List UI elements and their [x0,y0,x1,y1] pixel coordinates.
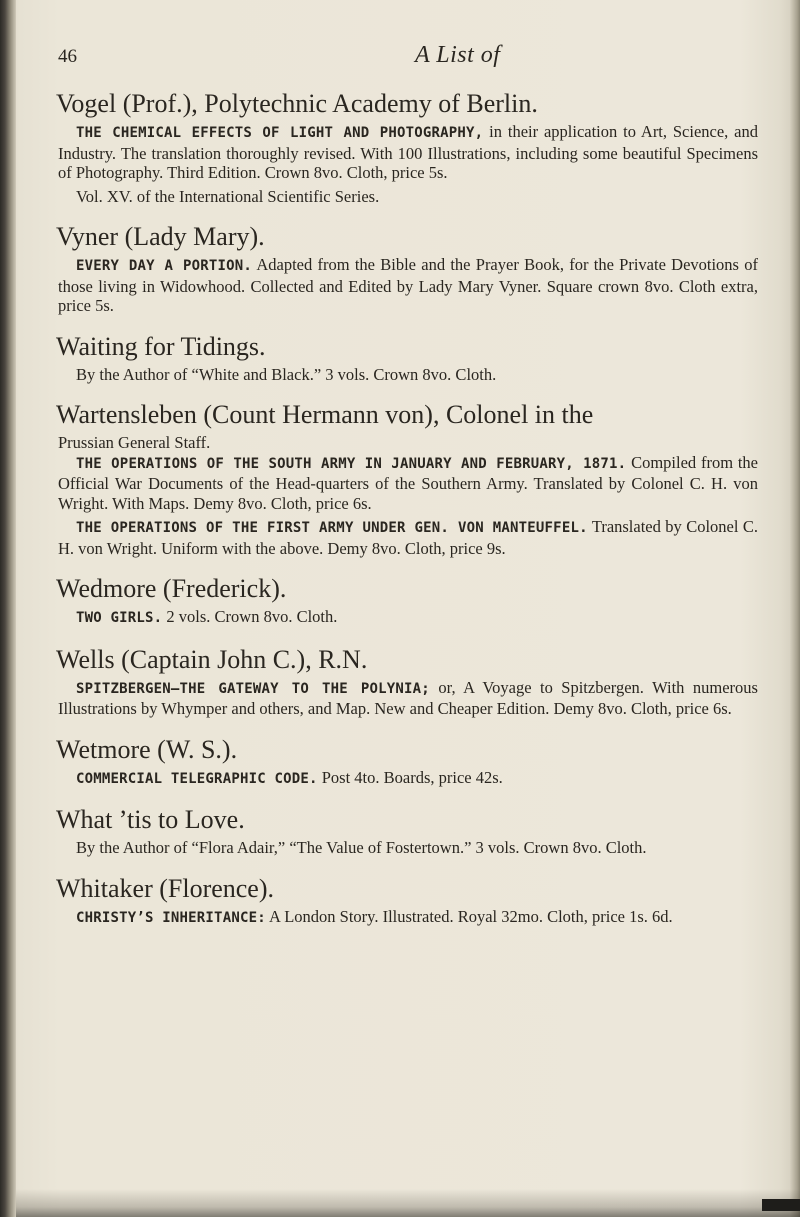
catalogue-entries [58,88,758,943]
page-header [58,40,748,80]
entry-author: Wells (Captain John C.), R.N. [56,644,368,674]
catalogue-entry [58,399,758,558]
catalogue-entry [58,873,758,929]
work-title: THE OPERATIONS OF THE FIRST ARMY UNDER GEN. VON MANTEUFFEL. [76,520,588,536]
entry-work [58,453,758,514]
work-title: COMMERCIAL TELEGRAPHIC CODE. [76,770,318,787]
book-binding-shadow [0,0,16,1217]
work-description: 2 vols. Crown 8vo. Cloth. [162,607,338,626]
entry-author: Whitaker (Florence). [56,873,275,903]
catalogue-entry [58,573,758,629]
work-description: Compiled from the Official War Documents of the Head-quarters of the Southern Army. Translated by Colonel C. H. von Wright. With Maps. Demy 8vo. Cloth, price 6s. [58,452,758,513]
entry-work [58,768,758,790]
corner-mark [762,1199,800,1211]
entry-work [58,255,758,316]
entry-author-subtitle: Prussian General Staff. [58,433,211,452]
entry-work [58,907,758,929]
work-description: By the Author of “White and Black.” 3 vols. Crown 8vo. Cloth. [76,364,497,384]
work-title: THE OPERATIONS OF THE SOUTH ARMY IN JANUARY AND FEBRUARY, 1871. [76,455,627,472]
work-title: CHRISTY’S INHERITANCE: [76,909,266,926]
entry-author: Vyner (Lady Mary). [56,222,265,251]
catalogue-entry [58,734,758,790]
page-number: 46 [58,46,77,67]
catalogue-entry [58,804,758,858]
entry-author: What ’tis to Love. [56,805,245,834]
entry-work [58,678,758,719]
catalogue-entry [58,331,758,385]
catalogue-entry [58,221,758,316]
entry-author: Waiting for Tidings. [56,331,266,361]
work-description: in their application to Art, Science, and Industry. The translation thoroughly revised. With 100 Illustrations, including some beautiful Specimens of Photography. Third Edition. Crown 8vo. Cloth, price 5s. [58,122,758,182]
entry-work [58,607,758,629]
entry-author: Vogel (Prof.), Polytechnic Academy of Berlin. [56,89,538,118]
entry-author: Wedmore (Frederick). [56,574,287,603]
work-description: Post 4to. Boards, price 42s. [317,767,503,787]
work-description: A London Story. Illustrated. Royal 32mo. Cloth, price 1s. 6d. [265,906,673,926]
entry-author: Wartensleben (Count Hermann von), Colonel in the [56,400,594,429]
work-description: Adapted from the Bible and the Prayer Book, for the Private Devotions of those living in Widowhood. Collected and Edited by Lady Mary Vyner. Square crown 8vo. Cloth extra, price 5s. [58,255,758,315]
entry-work [58,838,758,858]
catalogue-entry [58,88,758,206]
work-description: Translated by Colonel C. H. von Wright. Uniform with the above. Demy 8vo. Cloth, price 9s. [58,517,758,558]
work-title: THE CHEMICAL EFFECTS OF LIGHT AND PHOTOGRAPHY, [76,125,484,141]
work-description: or, A Voyage to Spitzbergen. With numerous Illustrations by Whymper and others, and Map. New and Cheaper Edition. Demy 8vo. Cloth, price 6s. [58,677,758,718]
page-right-edge [790,0,800,1217]
work-description: By the Author of “Flora Adair,” “The Value of Fostertown.” 3 vols. Crown 8vo. Cloth. [76,838,647,857]
catalogue-entry [58,644,758,719]
page-bottom-edge [16,1189,800,1217]
work-title: SPITZBERGEN—THE GATEWAY TO THE POLYNIA; [76,680,430,697]
running-title: A List of [415,42,501,68]
work-title: EVERY DAY A PORTION. [76,258,252,274]
entry-work [58,122,758,183]
entry-author: Wetmore (W. S.). [56,734,238,764]
entry-note: Vol. XV. of the International Scientific Series. [76,186,380,206]
entry-work [58,517,758,558]
entry-work [58,365,758,385]
work-title: TWO GIRLS. [76,610,163,626]
